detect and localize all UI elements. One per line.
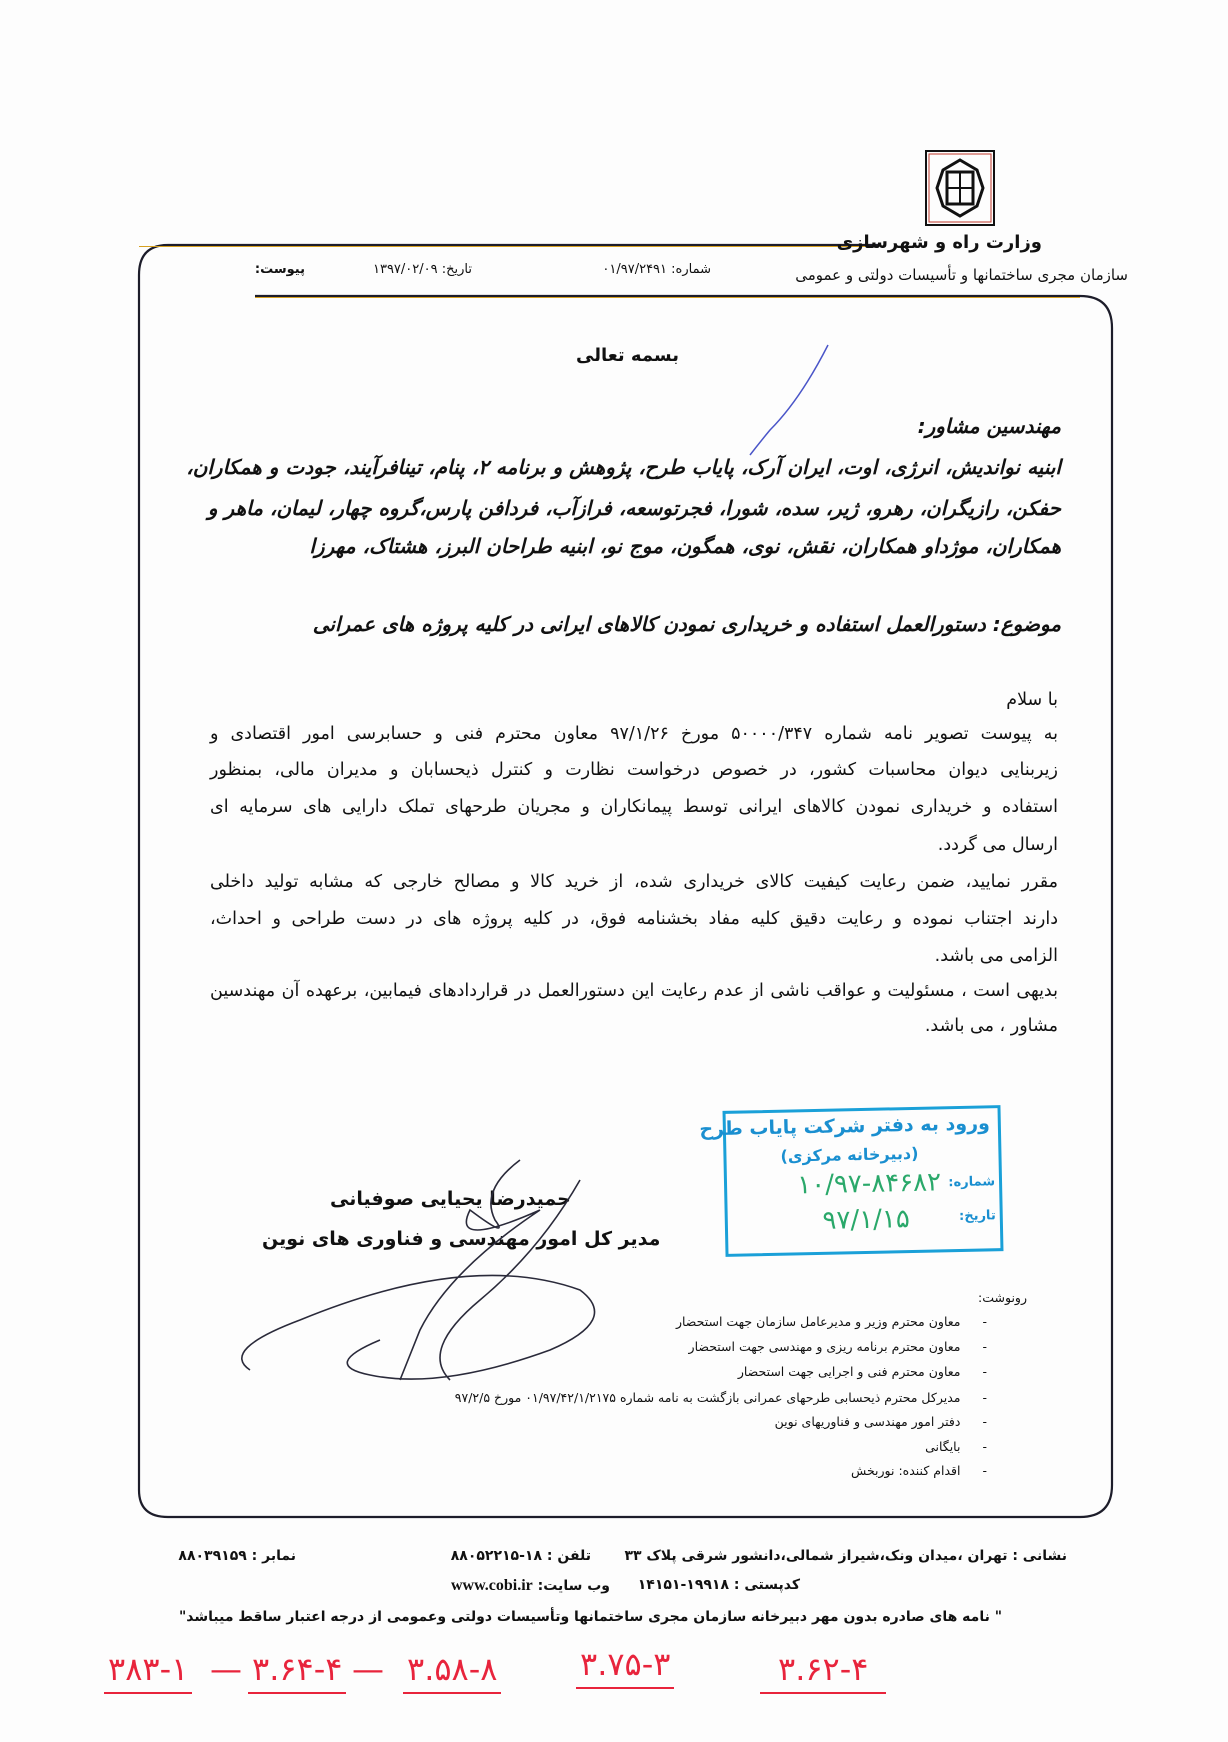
body-line: مشاور ، می باشد. <box>924 1016 1058 1036</box>
number-label: شماره: <box>671 262 711 277</box>
footer-postal-code: کدپستی : ۱۹۹۱۸-۱۴۱۵۱ <box>637 1577 800 1593</box>
cc-item <box>689 1339 987 1354</box>
stamp-date-label: تاریخ: <box>958 1208 996 1224</box>
cc-bullet: - <box>982 1463 987 1478</box>
body-line: ارسال می گردد. <box>937 835 1058 855</box>
ministry-logo <box>925 150 995 226</box>
cc-text: اقدام کننده: نوربخش <box>851 1463 961 1478</box>
handwritten-code: ۳.۵۸-۸ <box>403 1650 501 1694</box>
body-line: الزامی می باشد. <box>934 946 1058 966</box>
body-line: زیربنایی دیوان محاسبات کشور، در خصوص درخواست نظارت و کنترل ذیحسابان و مدیران مالی، بمنظور <box>210 760 1058 780</box>
organization-name: سازمان مجری ساختمانها و تأسیسات دولتی و عمومی <box>795 266 1128 284</box>
subject: موضوع: دستورالعمل استفاده و خریداری نمودن کالاهای ایرانی در کلیه پروژه های عمرانی <box>312 612 1061 636</box>
cc-bullet: - <box>982 1314 987 1329</box>
handwritten-signature <box>220 1150 620 1390</box>
addressee-line: ابنیه نواندیش، انرژی، اوت، ایران آرک، پایاب طرح، پژوهش و برنامه ۲، پنام، تینافرآیند، جودت و همکاران، <box>186 455 1061 479</box>
dash-separator: — <box>210 1650 242 1688</box>
cc-item <box>851 1463 987 1478</box>
handwritten-code: ۳.۶۴-۴ <box>248 1650 346 1694</box>
cc-item <box>738 1364 987 1379</box>
ministry-name: وزارت راه و شهرسازی <box>836 232 1042 253</box>
footer-address: نشانی : تهران ،میدان ونک،شیراز شمالی،دانشور شرقی پلاک ۳۳ <box>624 1548 1067 1564</box>
cc-text: دفتر امور مهندسی و فناوریهای نوین <box>774 1414 961 1429</box>
cc-text: بایگانی <box>925 1439 961 1454</box>
handwritten-code: ۳.۶۲-۴ <box>760 1650 886 1694</box>
body-line: به پیوست تصویر نامه شماره ۵۰۰۰۰/۳۴۷ مورخ ۹۷/۱/۲۶ معاون محترم فنی و حسابرسی امور اقتصادی و <box>210 724 1058 744</box>
date-value: ۱۳۹۷/۰۲/۰۹ <box>372 262 438 277</box>
cc-text: معاون محترم وزیر و مدیرعامل سازمان جهت استحضار <box>675 1314 961 1329</box>
number-value: ۰۱/۹۷/۲۴۹۱ <box>602 262 668 277</box>
dash-separator: — <box>352 1650 384 1688</box>
cc-item <box>455 1390 987 1405</box>
stamp-subtitle: (دبیرخانه مرکزی) <box>780 1143 919 1166</box>
body-line: بدیهی است ، مسئولیت و عواقب ناشی از عدم رعایت این دستورالعمل در قراردادهای فیمابین، برعهده آن مهندسین <box>210 981 1058 1001</box>
stamp-date-value: ۹۷/۱/۱۵ <box>822 1204 911 1236</box>
website-link[interactable]: www.cobi.ir <box>450 1577 533 1594</box>
cc-label: رونوشت: <box>978 1290 1027 1305</box>
signatory-name: حمیدرضا یحیایی صوفیانی <box>330 1188 571 1210</box>
cc-item <box>775 1414 987 1429</box>
footer-website <box>451 1577 610 1595</box>
website-label: وب سایت: <box>537 1578 610 1594</box>
handwritten-code: ۳.۷۵-۳ <box>576 1645 674 1689</box>
cc-bullet: - <box>982 1390 987 1405</box>
invocation: بسمه تعالی <box>576 345 679 366</box>
addressee-title: مهندسین مشاور: <box>917 414 1061 438</box>
cc-bullet: - <box>982 1339 987 1354</box>
stamp-title: ورود به دفتر شرکت پایاب طرح <box>699 1112 991 1141</box>
body-line: استفاده و خریداری نمودن کالاهای ایرانی توسط پیمانکاران و مجریان طرحهای تملک دارایی های سرمایه ای <box>210 797 1058 817</box>
stamp-number-value: ۱۰/۹۷-۸۴۶۸۲ <box>796 1167 942 1201</box>
receipt-stamp <box>699 1105 1004 1257</box>
footer-notice: " نامه های صادره بدون مهر دبیرخانه سازمان مجری ساختمانها وتأسیسات دولتی وعمومی از درجه اعتبار ساقط میباشد" <box>179 1609 1002 1625</box>
addressee-line: همکاران، موژداو همکاران، نقش، نوی، همگون، موج نو، ابنیه طراحان البرز، هشتاک، مهرزا <box>309 534 1061 558</box>
signatory-title: مدیر کل امور مهندسی و فناوری های نوین <box>262 1228 661 1250</box>
cc-text: معاون محترم برنامه ریزی و مهندسی جهت استحضار <box>688 1339 961 1354</box>
cc-item <box>925 1439 987 1454</box>
stamp-number-label: شماره: <box>948 1174 996 1191</box>
cc-bullet: - <box>982 1414 987 1429</box>
cc-text: معاون محترم فنی و اجرایی جهت استحضار <box>737 1364 961 1379</box>
greeting: با سلام <box>1006 690 1058 710</box>
letter-number <box>602 262 711 277</box>
attachment-label: پیوست: <box>254 262 305 277</box>
body-line: مقرر نمایید، ضمن رعایت کیفیت کالای خریداری شده، از خرید کالا و مصالح خارجی که مشابه تولید داخلی <box>210 872 1058 892</box>
cc-bullet: - <box>982 1364 987 1379</box>
footer-phone: تلفن : ۱۸-۸۸۰۵۲۲۱۵ <box>450 1548 591 1564</box>
cc-bullet: - <box>982 1439 987 1454</box>
handwritten-code: ۳۸۳-۱ <box>104 1650 192 1694</box>
footer-fax: نمابر : ۸۸۰۳۹۱۵۹ <box>178 1548 296 1564</box>
letter-date <box>373 262 472 277</box>
body-line: دارند اجتناب نموده و رعایت دقیق کلیه مفاد بخشنامه فوق، در کلیه پروژه های در دست طراحی و احداث، <box>210 909 1058 929</box>
cc-text: مدیرکل محترم ذیحسابی طرحهای عمرانی بازگشت به نامه شماره ۰۱/۹۷/۴۲/۱/۲۱۷۵ مورخ ۹۷/۲/۵ <box>454 1390 961 1405</box>
cc-item <box>676 1314 987 1329</box>
addressee-line: حفکن، رازیگران، رهرو، ژیر، سده، شورا، فجرتوسعه، فرازآب، فردافن پارس،گروه چهار، لیمان، ماهر و <box>207 496 1061 520</box>
pen-mark <box>740 340 840 460</box>
date-label: تاریخ: <box>441 262 472 277</box>
